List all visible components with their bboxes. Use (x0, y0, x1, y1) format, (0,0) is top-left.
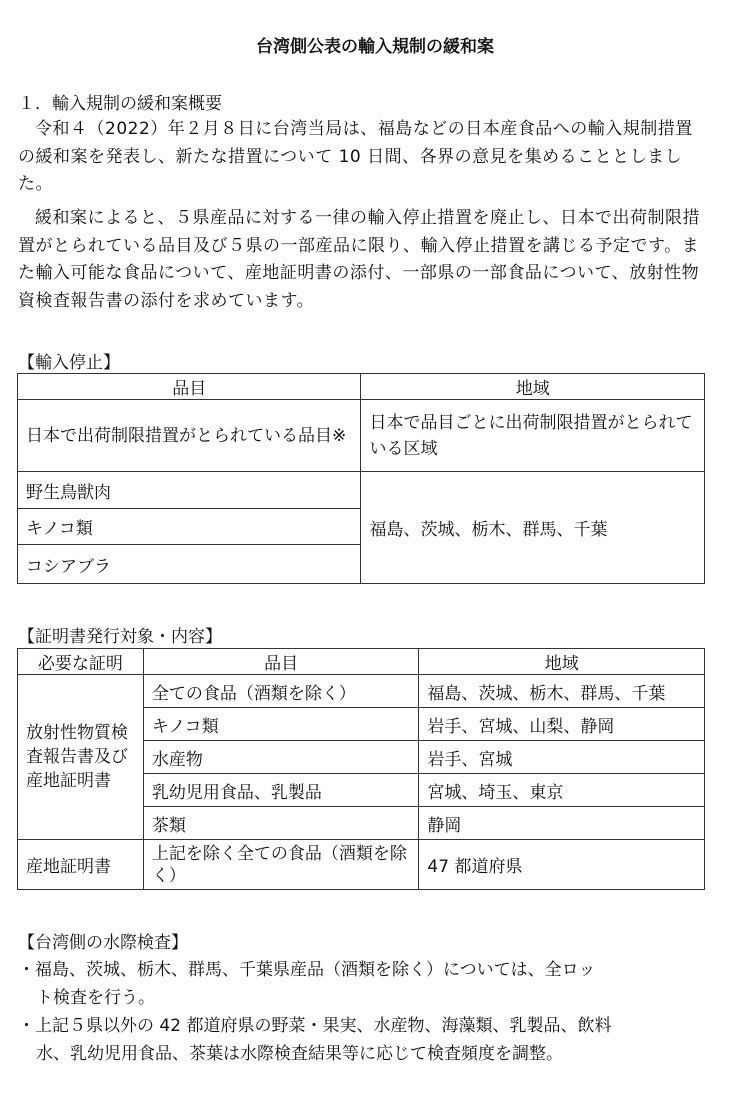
restricted-region-cell: 日本で品目ごとに出荷制限措置がとられている区域 (361, 400, 705, 472)
certificate-table (17, 648, 705, 890)
restricted-item-cell: 日本で出荷制限措置がとられている品目※ (18, 400, 361, 472)
item-wild-game: 野生鳥獣肉 (18, 472, 361, 509)
row-item: 水産物 (143, 741, 419, 774)
page-title: 台湾側公表の輸入規制の緩和案 (256, 37, 494, 57)
row-region: 福島、茨城、栃木、群馬、千葉 (419, 675, 705, 708)
paragraph-1 (18, 116, 708, 199)
bullet-1-line-1: ・福島、茨城、栃木、群馬、千葉県産品（酒類を除く）については、全ロッ (18, 960, 596, 980)
import-stop-label: 【輸入停止】 (18, 353, 120, 373)
five-prefectures-cell: 福島、茨城、栃木、群馬、千葉 (361, 472, 705, 584)
certificate-label: 【証明書発行対象・内容】 (18, 627, 222, 647)
row-region: 宮城、埼玉、東京 (419, 774, 705, 807)
row-region: 静岡 (419, 807, 705, 840)
border-inspection-label: 【台湾側の水際検査】 (18, 933, 188, 953)
row-region: 岩手、宮城、山梨、静岡 (419, 708, 705, 741)
bullet-2-line-1: ・上記５県以外の 42 都道府県の野菜・果実、水産物、海藻類、乳製品、飲料 (18, 1016, 612, 1036)
row-item: 全ての食品（酒類を除く） (143, 675, 419, 708)
header-region: 地域 (361, 374, 705, 400)
header-certificate: 必要な証明 (18, 649, 144, 675)
paragraph-2 (18, 205, 708, 315)
bullet-2-line-2: 水、乳幼児用食品、茶葉は水際検査結果等に応じて検査頻度を調整。 (36, 1044, 563, 1064)
bullet-list (18, 956, 718, 1068)
item-koshiabura: コシアブラ (18, 545, 361, 584)
row-item: 茶類 (143, 807, 419, 840)
row-item: 上記を除く全ての食品（酒類を除く） (143, 840, 419, 890)
header-item: 品目 (18, 374, 361, 400)
header-item: 品目 (143, 649, 419, 675)
paragraph-1-text: 令和４（2022）年２月８日に台湾当局は、福島などの日本産食品への輸入規制措置の緩和案を発表し、新たな措置について 10 日間、各界の意見を集めることとしました。 (18, 119, 693, 194)
header-region: 地域 (419, 649, 705, 675)
import-stop-table (17, 373, 705, 584)
section-heading: １．輸入規制の緩和案概要 (18, 94, 222, 114)
origin-certificate-cell: 産地証明書 (18, 840, 144, 890)
row-item: キノコ類 (143, 708, 419, 741)
item-mushrooms: キノコ類 (18, 509, 361, 545)
paragraph-2-text: 緩和案によると、５県産品に対する一律の輸入停止措置を廃止し、日本で出荷制限措置がとられている品目及び５県の一部産品に限り、輸入停止措置を講じる予定です。また輸入可能な食品について、産地証明書の添付、一部県の一部食品について、放射性物資検査報告書の添付を求めています。 (18, 208, 700, 311)
radiation-report-cell: 放射性物質検査報告書及び産地証明書 (18, 675, 144, 840)
row-item: 乳幼児用食品、乳製品 (143, 774, 419, 807)
row-region: 47 都道府県 (419, 840, 705, 890)
bullet-1-line-2: ト検査を行う。 (36, 988, 155, 1008)
row-region: 岩手、宮城 (419, 741, 705, 774)
